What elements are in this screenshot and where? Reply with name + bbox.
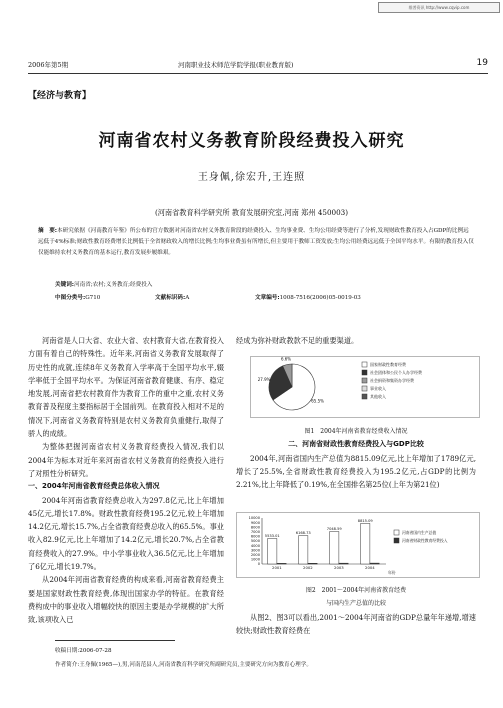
abstract-text: 本研究依据《河南教育年鉴》所公布的官方数据对河南省农村义务教育阶段的经费投入、生均事业费、生均公用经费等进行了分析,发现财政性教育投入占GDP的比例远远低于4%标准;财政性教育经费增长比例低于全省财政收入的增长比例;生均事业费虽有所增长,但主要用于教师工资发放;生均公用经费远远低于全国平均水平。有限的教育投入仅仅能维持农村义务教育的基本运行,教育发展步履维艰。 — [38, 228, 474, 256]
article-number-label: 文章编号: — [255, 295, 280, 301]
y-tick-label: 0 — [257, 562, 260, 567]
watermark-banner: 维普资讯 http://www.cqvip.com — [378, 2, 500, 13]
y-tick-label: 2000 — [250, 553, 260, 557]
section-2-paragraph-2: 从图2、图3可以看出,2001～2004年河南省的GDP总量年年递增,增速较快;财政性教育经费在 — [236, 612, 476, 635]
bar-legend-entry: 河南省财政性教育经费投入 — [402, 538, 448, 543]
pie-legend-entry: 社会捐资和集资办学经费 — [370, 378, 414, 383]
bar — [299, 536, 308, 564]
y-tick-label: 6000 — [250, 534, 260, 539]
bar-legend-entry: 河南省国内生产总值 — [402, 530, 437, 535]
y-tick-label: 1000 — [250, 557, 260, 562]
received-date: 收稿日期:2006-07-28 — [55, 648, 112, 654]
bar — [277, 563, 286, 564]
bar-legend-swatch — [394, 530, 399, 535]
pie-legend-swatch — [362, 386, 367, 391]
bar — [361, 523, 370, 564]
pie-legend-entry: 社会团体和公民个人办学经费 — [370, 370, 422, 375]
method-paragraph: 为整体把握河南省农村义务教育经费投入情况,我们以2004年为标本对近年来河南省农村义务教育的经费投入进行了对照性分析研究。 — [28, 442, 224, 478]
bar — [370, 563, 379, 564]
right-column-top — [236, 334, 476, 347]
bar-chart — [236, 512, 480, 578]
header-rule — [28, 73, 488, 74]
clc-value: G710 — [85, 295, 101, 301]
bar-data-label: 6168.73 — [295, 531, 311, 536]
bar-legend-swatch — [394, 538, 399, 543]
pie-legend-swatch — [362, 370, 367, 375]
issue-label: 2006年第5期 — [28, 61, 69, 69]
keywords-line — [55, 280, 152, 288]
x-tick-label: 2003 — [334, 565, 344, 570]
x-tick-label: 2001 — [272, 565, 282, 570]
clc-label: 中图分类号: — [55, 295, 86, 301]
keywords-text: 河南省;农村;义务教育;经费投入 — [74, 282, 153, 288]
article-number-value: 1008-7516(2006)05-0019-03 — [279, 295, 361, 301]
keywords-label: 关键词: — [55, 282, 75, 288]
section-tag: 【经济与教育】 — [28, 91, 92, 101]
bar-data-label: 8815.09 — [357, 518, 373, 523]
figure-1-caption: 图1 2004年河南省教育经费收入情况 — [304, 428, 408, 435]
pie-data-label: 65.5% — [311, 398, 324, 404]
y-tick-label: 3000 — [250, 548, 260, 553]
bar — [339, 563, 348, 564]
author-affiliation: (河南省教育科学研究所 教育发展研究室,河南 郑州 450003) — [154, 208, 349, 217]
bar — [330, 532, 339, 564]
bar — [268, 539, 277, 564]
abstract — [38, 226, 474, 259]
x-tick-label: 2004 — [365, 565, 375, 570]
y-tick-label: 9000 — [250, 520, 260, 525]
footnote-rule — [55, 640, 175, 641]
pie-legend-swatch — [362, 362, 367, 367]
author-bio: 作者简介:王身佩(1965—),男,河南范县人,河南省教育科学研究所副研究员,主要研究方向为教育心理学。 — [55, 662, 312, 668]
section-1-heading: 一、2004年河南省教育经费总体收入情况 — [28, 482, 160, 491]
pie-legend-entry: 其他收入 — [370, 394, 386, 399]
left-column — [28, 334, 224, 627]
y-tick-label: 5000 — [250, 539, 260, 544]
y-tick-label: 8000 — [250, 525, 260, 530]
paper-authors: 王身佩,徐宏升,王连照 — [197, 172, 306, 183]
classification-line — [55, 293, 475, 301]
abstract-label: 摘 要: — [38, 228, 58, 234]
section-2-paragraph: 2004年,河南省国内生产总值为8815.09亿元,比上年增加了1789亿元,增长了25.5%,全省财政性教育经费投入为195.2亿元,占GDP的比例为2.21%,比上年降低了0.19%,在全国排名第25位(上年为第21位) — [236, 453, 476, 490]
figure-2-caption-line-1: 图2 2001～2004年河南省教育经费 — [305, 587, 407, 594]
pie-legend-entry: 事业收入 — [370, 386, 386, 391]
bar-data-label: 7048.59 — [326, 527, 342, 532]
paper-title: 河南省农村义务教育阶段经费投入研究 — [98, 131, 405, 151]
pie-data-label: 6.6% — [280, 356, 292, 362]
pie-legend-swatch — [362, 394, 367, 399]
pie-chart — [250, 356, 480, 418]
x-tick-label: 2002 — [303, 565, 313, 570]
continuation-text: 经成为弥补财政教款不足的重要渠道。 — [236, 336, 359, 345]
y-tick-label: 4000 — [250, 543, 260, 548]
right-column-bottom — [236, 584, 476, 637]
section-1-paragraph: 2004年河南省教育经费总收入为297.8亿元,比上年增加45亿元,增长17.8%。财政性教育经费195.2亿元,较上年增加14.2亿元,增长15.7%,占全省教育经费总收入的65.5%。事业收入82.9亿元,比上年增加了14.2亿元,增长20.7%,占全省教育经费收入的27.9%。中小学事业收入36.5亿元,比上年增加了6亿元,增长19.7%。 — [28, 495, 224, 572]
pie-legend-swatch — [362, 378, 367, 383]
y-tick-label: 7000 — [250, 530, 260, 534]
intro-paragraph: 河南省是人口大省、农业大省、农村教育大省,在教育投入方面有着自己的特殊性。近年来,河南省义务教育发展取得了历史性的成就,连续8年义务教育入学率高于全国平均水平,辍学率低于全国平均水平。为保证河南省教育健康、有序、稳定地发展,河南省把农村教育作为教育工作的重中之重,农村义务教育普及程度主要指标居于全国前列。在教育投入相对不足的情况下,河南省义务教育特别是农村义务教育负重健行,取得了骄人的成绩。 — [28, 336, 224, 439]
bar — [308, 563, 317, 564]
bar-data-label: 5533.01 — [264, 534, 280, 539]
pie-data-label: 27.9% — [257, 376, 271, 382]
x-axis-label: 年份 — [388, 570, 396, 575]
doc-code-value: A — [185, 295, 190, 301]
right-column-mid — [236, 425, 476, 491]
section-2-heading: 二、河南省财政性教育经费投入与GDP比较 — [288, 440, 424, 449]
y-tick-label: 10000 — [248, 516, 260, 521]
figure-2-caption-line-2: 与国内生产总值的比较 — [325, 600, 386, 608]
doc-code-label: 文献标识码: — [155, 295, 186, 301]
page-number: 19 — [476, 58, 488, 68]
pie-legend-entry: 国家财政性教育经费 — [370, 362, 406, 367]
running-header — [28, 60, 488, 72]
journal-name: 河南职业技术师范学院学报(职业教育版) — [178, 61, 294, 69]
section-1-paragraph-2: 从2004年河南省教育经费的构成来看,河南省教育经费主要是国家财政性教育经费,体现出国家办学的特征。在教育经费构成中的事业收入增幅较快的原因主要是办学规模的扩大所致,该项收入已 — [28, 575, 224, 625]
